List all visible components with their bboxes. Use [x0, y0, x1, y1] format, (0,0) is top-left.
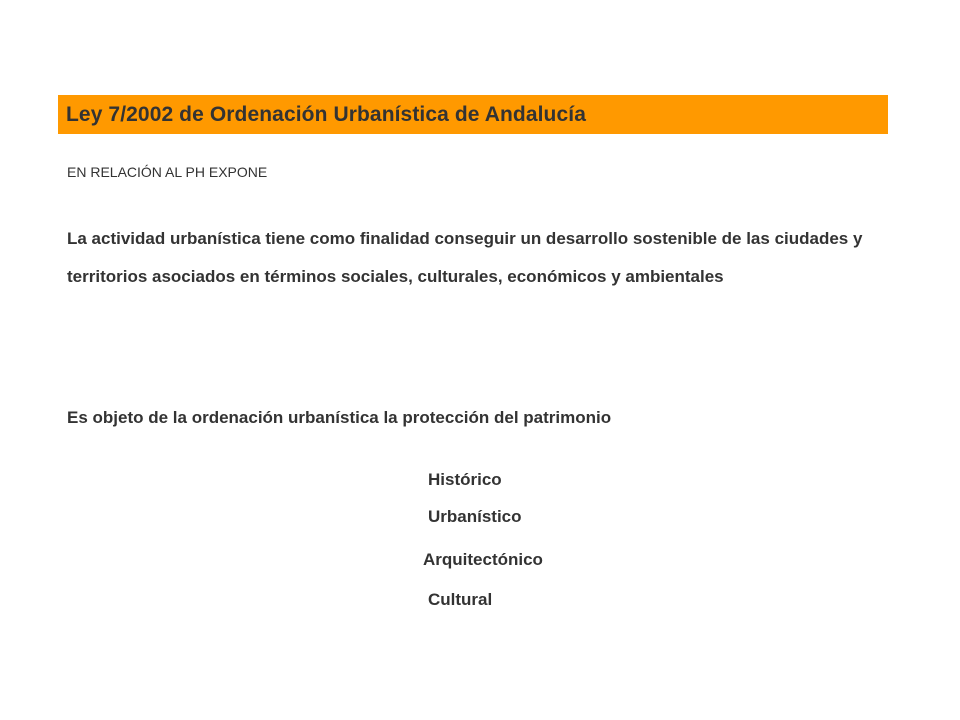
patrimonio-item-cultural: Cultural: [428, 590, 493, 609]
patrimonio-item-arquitectonico: Arquitectónico: [423, 550, 543, 569]
page-title: Ley 7/2002 de Ordenación Urbanística de Andalucía: [66, 102, 586, 126]
main-paragraph: La actividad urbanística tiene como finalidad conseguir un desarrollo sostenible de las ciudades y territorios asociados en términos sociales, culturales, económicos y ambientales: [67, 229, 863, 286]
objeto-statement: Es objeto de la ordenación urbanística la protección del patrimonio: [67, 408, 612, 427]
title-bar: [58, 95, 888, 134]
section-subtitle: EN RELACIÓN AL PH EXPONE: [67, 164, 268, 180]
patrimonio-item-historico: Histórico: [428, 470, 502, 489]
patrimonio-item-urbanistico: Urbanístico: [428, 507, 522, 526]
